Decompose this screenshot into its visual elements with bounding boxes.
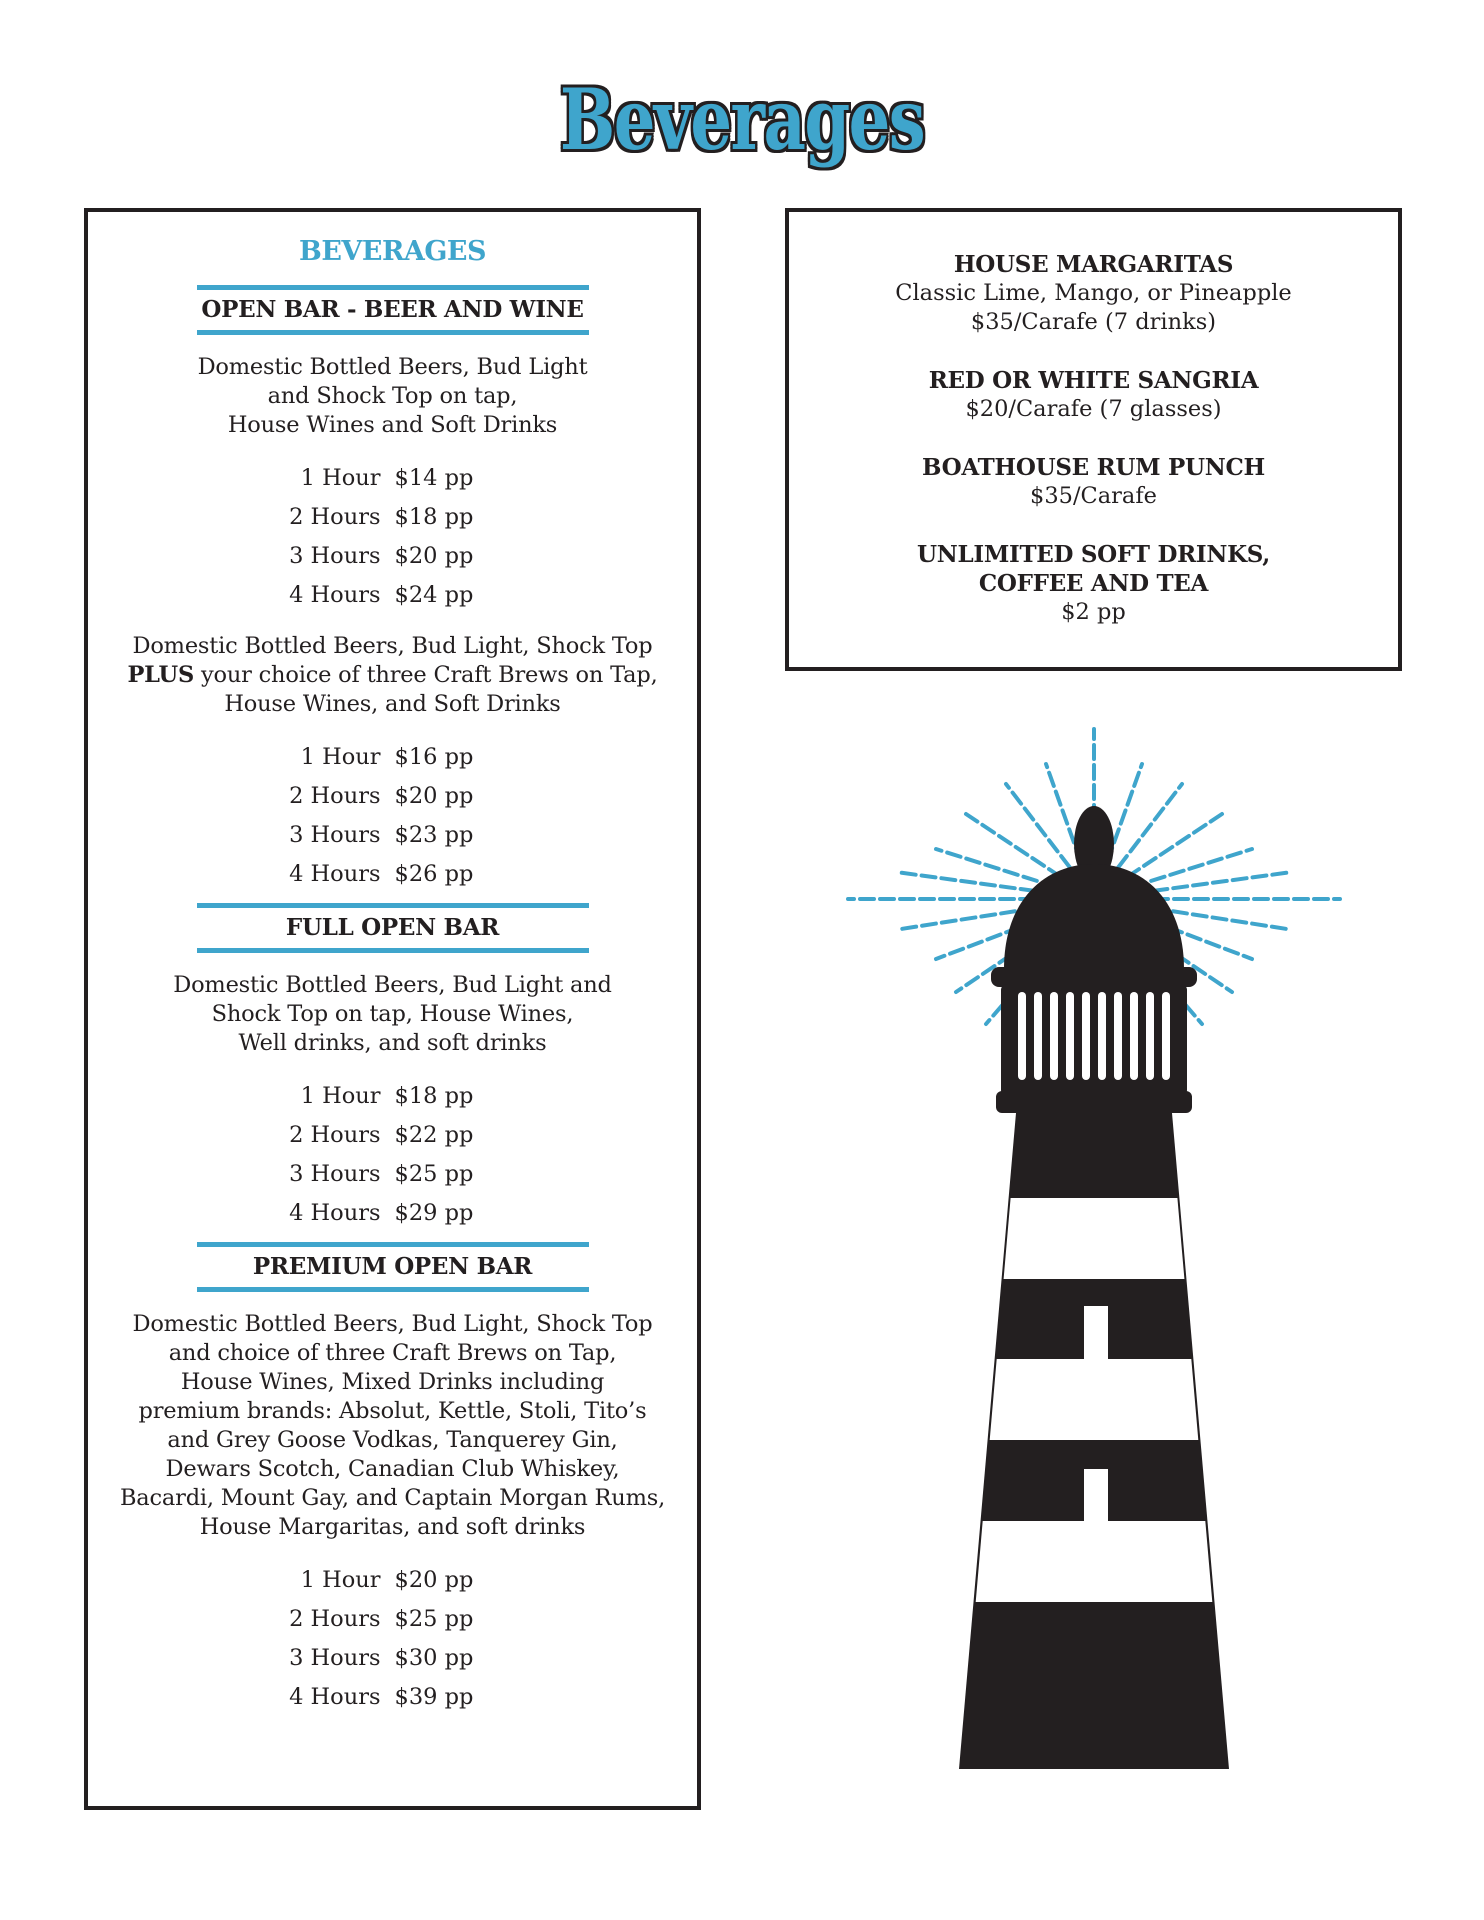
price: $39 pp	[394, 1683, 474, 1710]
item-sangria	[789, 366, 1398, 424]
duration: 2 Hours	[289, 503, 381, 530]
price: $29 pp	[394, 1199, 474, 1226]
duration: 1 Hour	[300, 1082, 381, 1109]
desc-line: and Shock Top on tap,	[267, 383, 518, 409]
lighthouse-body	[959, 806, 1229, 1769]
item-price: $2 pp	[1061, 599, 1126, 625]
price: $25 pp	[394, 1605, 474, 1632]
plus-emphasis: PLUS	[127, 662, 195, 688]
price-row	[273, 815, 513, 854]
duration: 3 Hours	[289, 1160, 381, 1187]
panel-heading: BEVERAGES	[299, 236, 486, 267]
desc-line	[92, 661, 693, 690]
specialty-drinks-panel	[785, 208, 1402, 671]
price: $18 pp	[394, 1082, 474, 1109]
item-price: $20/Carafe (7 glasses)	[965, 396, 1222, 422]
price-row	[273, 854, 513, 893]
section-header-beer-wine: OPEN BAR - BEER AND WINE	[197, 285, 589, 335]
duration: 4 Hours	[289, 860, 381, 887]
desc-line: Domestic Bottled Beers, Bud Light and	[173, 972, 612, 998]
price-row	[273, 1638, 513, 1677]
item-title: BOATHOUSE RUM PUNCH	[922, 454, 1265, 481]
price-row	[273, 1076, 513, 1115]
price: $26 pp	[394, 860, 474, 887]
price-row	[273, 1677, 513, 1716]
beverages-panel	[84, 208, 701, 1810]
lighthouse-icon	[846, 724, 1342, 1769]
item-title: RED OR WHITE SANGRIA	[928, 367, 1259, 394]
price-row	[273, 536, 513, 575]
price-row	[273, 1599, 513, 1638]
duration: 1 Hour	[300, 464, 381, 491]
desc-line: and choice of three Craft Brews on Tap,	[168, 1340, 617, 1366]
price: $24 pp	[394, 581, 474, 608]
desc-line: Shock Top on tap, House Wines,	[211, 1001, 574, 1027]
premium-bar-description	[92, 1310, 693, 1542]
section-header-full-bar: FULL OPEN BAR	[197, 903, 589, 953]
desc-line: Bacardi, Mount Gay, and Captain Morgan Rums,	[119, 1485, 666, 1511]
page-title: Beverages	[559, 70, 925, 169]
desc-line: House Wines and Soft Drinks	[227, 412, 558, 438]
price-row	[273, 575, 513, 614]
desc-line: Domestic Bottled Beers, Bud Light	[197, 354, 588, 380]
price-row	[273, 497, 513, 536]
item-price: $35/Carafe (7 drinks)	[970, 309, 1217, 335]
item-price: $35/Carafe	[1030, 483, 1157, 509]
price-row	[273, 737, 513, 776]
price: $20 pp	[394, 782, 474, 809]
desc-line: Well drinks, and soft drinks	[238, 1030, 547, 1056]
duration: 2 Hours	[289, 1121, 381, 1148]
price-list-premium-bar	[273, 1560, 513, 1716]
duration: 4 Hours	[289, 581, 381, 608]
duration: 3 Hours	[289, 821, 381, 848]
price: $30 pp	[394, 1644, 474, 1671]
price-row	[273, 1115, 513, 1154]
duration: 2 Hours	[289, 782, 381, 809]
item-house-margaritas	[789, 250, 1398, 337]
desc-line: Domestic Bottled Beers, Bud Light, Shock Top	[132, 1311, 653, 1337]
full-bar-description	[92, 971, 693, 1058]
duration: 4 Hours	[289, 1199, 381, 1226]
duration: 3 Hours	[289, 1644, 381, 1671]
price: $25 pp	[394, 1160, 474, 1187]
price: $20 pp	[394, 1566, 474, 1593]
duration: 3 Hours	[289, 542, 381, 569]
item-title: UNLIMITED SOFT DRINKS,	[917, 541, 1270, 568]
duration: 4 Hours	[289, 1683, 381, 1710]
desc-line-rest: your choice of three Craft Brews on Tap,	[194, 662, 658, 688]
item-rum-punch	[789, 453, 1398, 511]
price-row	[273, 458, 513, 497]
item-soft-drinks	[789, 540, 1398, 627]
price: $23 pp	[394, 821, 474, 848]
tower-stripes	[976, 1198, 1213, 1602]
item-title: COFFEE AND TEA	[978, 570, 1209, 597]
desc-line: House Margaritas, and soft drinks	[199, 1514, 586, 1540]
price-list-full-bar	[273, 1076, 513, 1232]
price: $18 pp	[394, 503, 474, 530]
duration: 1 Hour	[300, 743, 381, 770]
price-row	[273, 776, 513, 815]
section-header-premium-bar: PREMIUM OPEN BAR	[197, 1242, 589, 1292]
item-text: Classic Lime, Mango, or Pineapple	[895, 280, 1292, 306]
price-list-craft	[273, 737, 513, 893]
desc-line: Dewars Scotch, Canadian Club Whiskey,	[165, 1456, 620, 1482]
price-row	[273, 1560, 513, 1599]
desc-line: House Wines, and Soft Drinks	[224, 691, 561, 717]
desc-line: Domestic Bottled Beers, Bud Light, Shock Top	[132, 633, 653, 659]
desc-line: premium brands: Absolut, Kettle, Stoli, Tito’s	[138, 1398, 647, 1424]
price: $20 pp	[394, 542, 474, 569]
duration: 1 Hour	[300, 1566, 381, 1593]
price: $22 pp	[394, 1121, 474, 1148]
beer-wine-description	[92, 353, 693, 440]
price: $16 pp	[394, 743, 474, 770]
price: $14 pp	[394, 464, 474, 491]
price-list-beer-wine	[273, 458, 513, 614]
duration: 2 Hours	[289, 1605, 381, 1632]
desc-line: House Wines, Mixed Drinks including	[180, 1369, 605, 1395]
price-row	[273, 1154, 513, 1193]
item-title: HOUSE MARGARITAS	[953, 251, 1234, 278]
desc-line: and Grey Goose Vodkas, Tanquerey Gin,	[167, 1427, 618, 1453]
price-row	[273, 1193, 513, 1232]
craft-brews-description	[92, 632, 693, 719]
